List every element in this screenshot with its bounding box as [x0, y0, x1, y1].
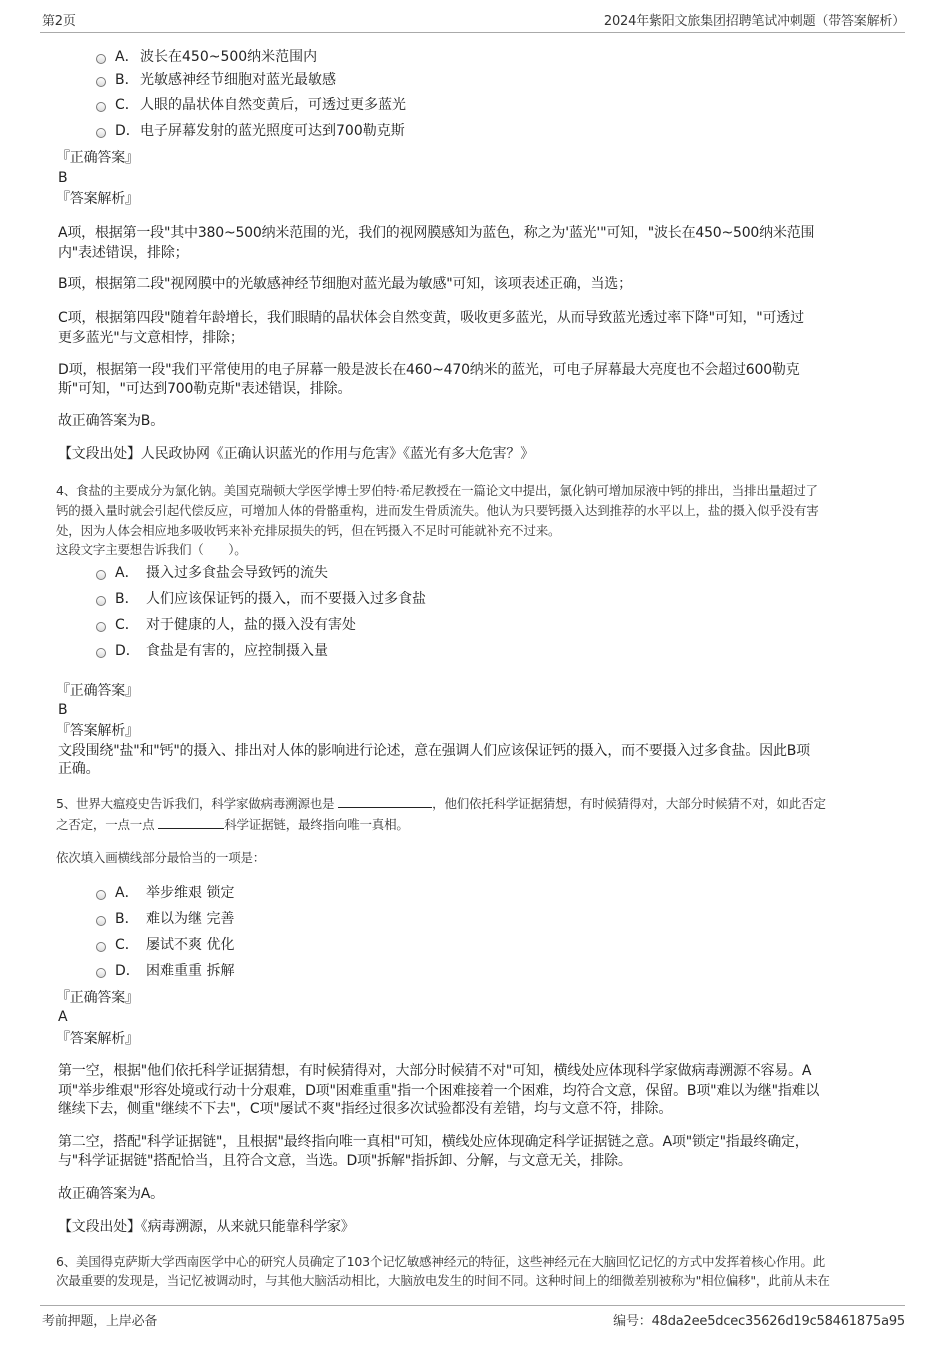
option-letter: A． [115, 49, 139, 65]
option-text: 屡试不爽 优化 [146, 937, 235, 953]
option-letter: C． [115, 97, 139, 113]
answer-label: 『正确答案』 [56, 990, 139, 1006]
option-letter: B． [115, 911, 139, 927]
stem-text: ，他们依托科学证据猜想，有时候猜得对，大部分时候猜不对，如此否定 [432, 796, 826, 811]
option-letter: D． [115, 123, 140, 139]
option-text: 光敏感神经节细胞对蓝光最敏感 [140, 72, 336, 88]
analysis-text: 【文段出处】人民政协网《正确认识蓝光的作用与危害》《蓝光有多大危害？》 [58, 446, 534, 462]
option-text: 食盐是有害的，应控制摄入量 [146, 643, 328, 659]
analysis-text: 斯"可知，"可达到700勒克斯"表述错误，排除。 [58, 381, 352, 397]
stem-text: 科学证据链，最终指向唯一真相。 [224, 817, 409, 832]
analysis-text: 故正确答案为B。 [58, 413, 165, 429]
radio-button[interactable] [96, 570, 106, 580]
analysis-text: A项，根据第一段"其中380~500纳米范围的光，我们的视网膜感知为蓝色，称之为'蓝光'"可知，"波长在450~500纳米范围 [58, 225, 815, 241]
analysis-text: 第二空，搭配"科学证据链"，且根据"最终指向唯一真相"可知，横线处应体现确定科学证据链之意。A项"锁定"指最终确定， [58, 1134, 809, 1150]
code-label: 编号： [613, 1314, 652, 1329]
option-letter: A． [115, 885, 139, 901]
analysis-text: 【文段出处】《病毒溯源，从来就只能靠科学家》 [58, 1219, 355, 1235]
radio-button[interactable] [96, 648, 106, 658]
option-letter: B． [115, 72, 139, 88]
footer-slogan: 考前押题，上岸必备 [42, 1314, 158, 1329]
analysis-label: 『答案解析』 [56, 723, 139, 739]
fill-blank-2 [158, 815, 224, 829]
option-letter: C． [115, 617, 139, 633]
option-letter: D． [115, 963, 140, 979]
option-text: 难以为继 完善 [146, 911, 235, 927]
option-text: 人眼的晶状体自然变黄后，可透过更多蓝光 [140, 97, 406, 113]
header-divider [40, 32, 905, 33]
question-5-prompt: 依次填入画横线部分最恰当的一项是： [56, 850, 266, 865]
radio-button[interactable] [96, 77, 106, 87]
option-text: 摄入过多食盐会导致钙的流失 [146, 565, 328, 581]
analysis-label: 『答案解析』 [56, 191, 139, 207]
analysis-text: D项，根据第一段"我们平常使用的电子屏幕一般是波长在460~470纳米的蓝光，可电子屏幕最大亮度也不会超过600勒克 [58, 362, 800, 378]
analysis-text: 内"表述错误，排除； [58, 245, 189, 261]
question-4-stem: 钙的摄入量时就会引起代偿反应，可增加人体的骨骼重构，进而发生骨质流失。他认为只要钙摄入达到推荐的水平以上，盐的摄入似乎没有害 [56, 503, 819, 518]
code-value: 48da2ee5dcec35626d19c58461875a95 [651, 1314, 905, 1329]
option-letter: D． [115, 643, 140, 659]
option-letter: A． [115, 565, 139, 581]
radio-button[interactable] [96, 916, 106, 926]
radio-button[interactable] [96, 968, 106, 978]
correct-answer: B [58, 170, 68, 186]
radio-button[interactable] [96, 596, 106, 606]
option-letter: C． [115, 937, 139, 953]
radio-button[interactable] [96, 102, 106, 112]
option-text: 对于健康的人，盐的摄入没有害处 [146, 617, 356, 633]
radio-button[interactable] [96, 890, 106, 900]
document-title: 2024年紫阳文旅集团招聘笔试冲刺题（带答案解析） [603, 14, 905, 29]
page-number: 第2页 [42, 14, 76, 29]
question-4-stem: 4、食盐的主要成分为氯化钠。美国克瑞顿大学医学博士罗伯特·希尼教授在一篇论文中提出，氯化钠可增加尿液中钙的排出，当排出量超过了 [56, 483, 818, 498]
analysis-text: B项，根据第二段"视网膜中的光敏感神经节细胞对蓝光最为敏感"可知，该项表述正确，当选； [58, 276, 632, 292]
question-6-stem: 6、美国得克萨斯大学西南医学中心的研究人员确定了103个记忆敏感神经元的特征，这些神经元在大脑回忆记忆的方式中发挥着核心作用。此 [56, 1254, 826, 1269]
question-4-stem: 这段文字主要想告诉我们（ ）。 [56, 542, 247, 557]
option-letter: B． [115, 591, 139, 607]
option-text: 电子屏幕发射的蓝光照度可达到700勒克斯 [140, 123, 405, 139]
analysis-text: 正确。 [58, 761, 100, 777]
radio-button[interactable] [96, 622, 106, 632]
question-5-stem-line [56, 794, 826, 813]
document-code [613, 1313, 905, 1331]
radio-button[interactable] [96, 54, 106, 64]
analysis-text: 更多蓝光"与文意相悖，排除； [58, 330, 244, 346]
radio-button[interactable] [96, 942, 106, 952]
analysis-text: 继续下去，侧重"继续不下去"，C项"屡试不爽"指经过很多次试验都没有差错，均与文意不符，排除。 [58, 1101, 673, 1117]
correct-answer: A [58, 1009, 68, 1025]
question-4-stem: 处，因为人体会相应地多吸收钙来补充排尿损失的钙，但在钙摄入不足时可能就补充不过来。 [56, 523, 561, 538]
radio-button[interactable] [96, 128, 106, 138]
answer-label: 『正确答案』 [56, 150, 139, 166]
question-5-stem-line [56, 815, 409, 834]
option-text: 波长在450~500纳米范围内 [140, 49, 318, 65]
answer-label: 『正确答案』 [56, 683, 139, 699]
option-text: 困难重重 拆解 [146, 963, 235, 979]
option-text: 举步维艰 锁定 [146, 885, 235, 901]
analysis-text: 项"举步维艰"形容处境或行动十分艰难，D项"困难重重"指一个困难接着一个困难，均符合文意，保留。B项"难以为继"指难以 [58, 1083, 820, 1099]
fill-blank-1 [338, 794, 432, 808]
stem-text: 5、世界大瘟疫史告诉我们，科学家做病毒溯源也是 [56, 796, 335, 811]
footer-divider [40, 1305, 905, 1306]
stem-text: 之否定，一点一点 [56, 817, 155, 832]
analysis-label: 『答案解析』 [56, 1031, 139, 1047]
option-text: 人们应该保证钙的摄入，而不要摄入过多食盐 [146, 591, 426, 607]
analysis-text: 与"科学证据链"搭配恰当，且符合文意，当选。D项"拆解"指拆卸、分解，与文意无关，排除。 [58, 1153, 632, 1169]
analysis-text: C项，根据第四段"随着年龄增长，我们眼睛的晶状体会自然变黄，吸收更多蓝光，从而导致蓝光透过率下降"可知，"可透过 [58, 310, 804, 326]
analysis-text: 文段围绕"盐"和"钙"的摄入、排出对人体的影响进行论述，意在强调人们应该保证钙的摄入，而不要摄入过多食盐。因此B项 [58, 743, 810, 759]
correct-answer: B [58, 702, 68, 718]
analysis-text: 故正确答案为A。 [58, 1186, 164, 1202]
analysis-text: 第一空，根据"他们依托科学证据猜想，有时候猜得对，大部分时候猜不对"可知，横线处应体现科学家做病毒溯源不容易。A [58, 1063, 812, 1079]
question-6-stem: 次最重要的发现是，当记忆被调动时，与其他大脑活动相比，大脑放电发生的时间不同。这种时间上的细微差别被称为"相位偏移"，此前从未在 [56, 1273, 830, 1288]
